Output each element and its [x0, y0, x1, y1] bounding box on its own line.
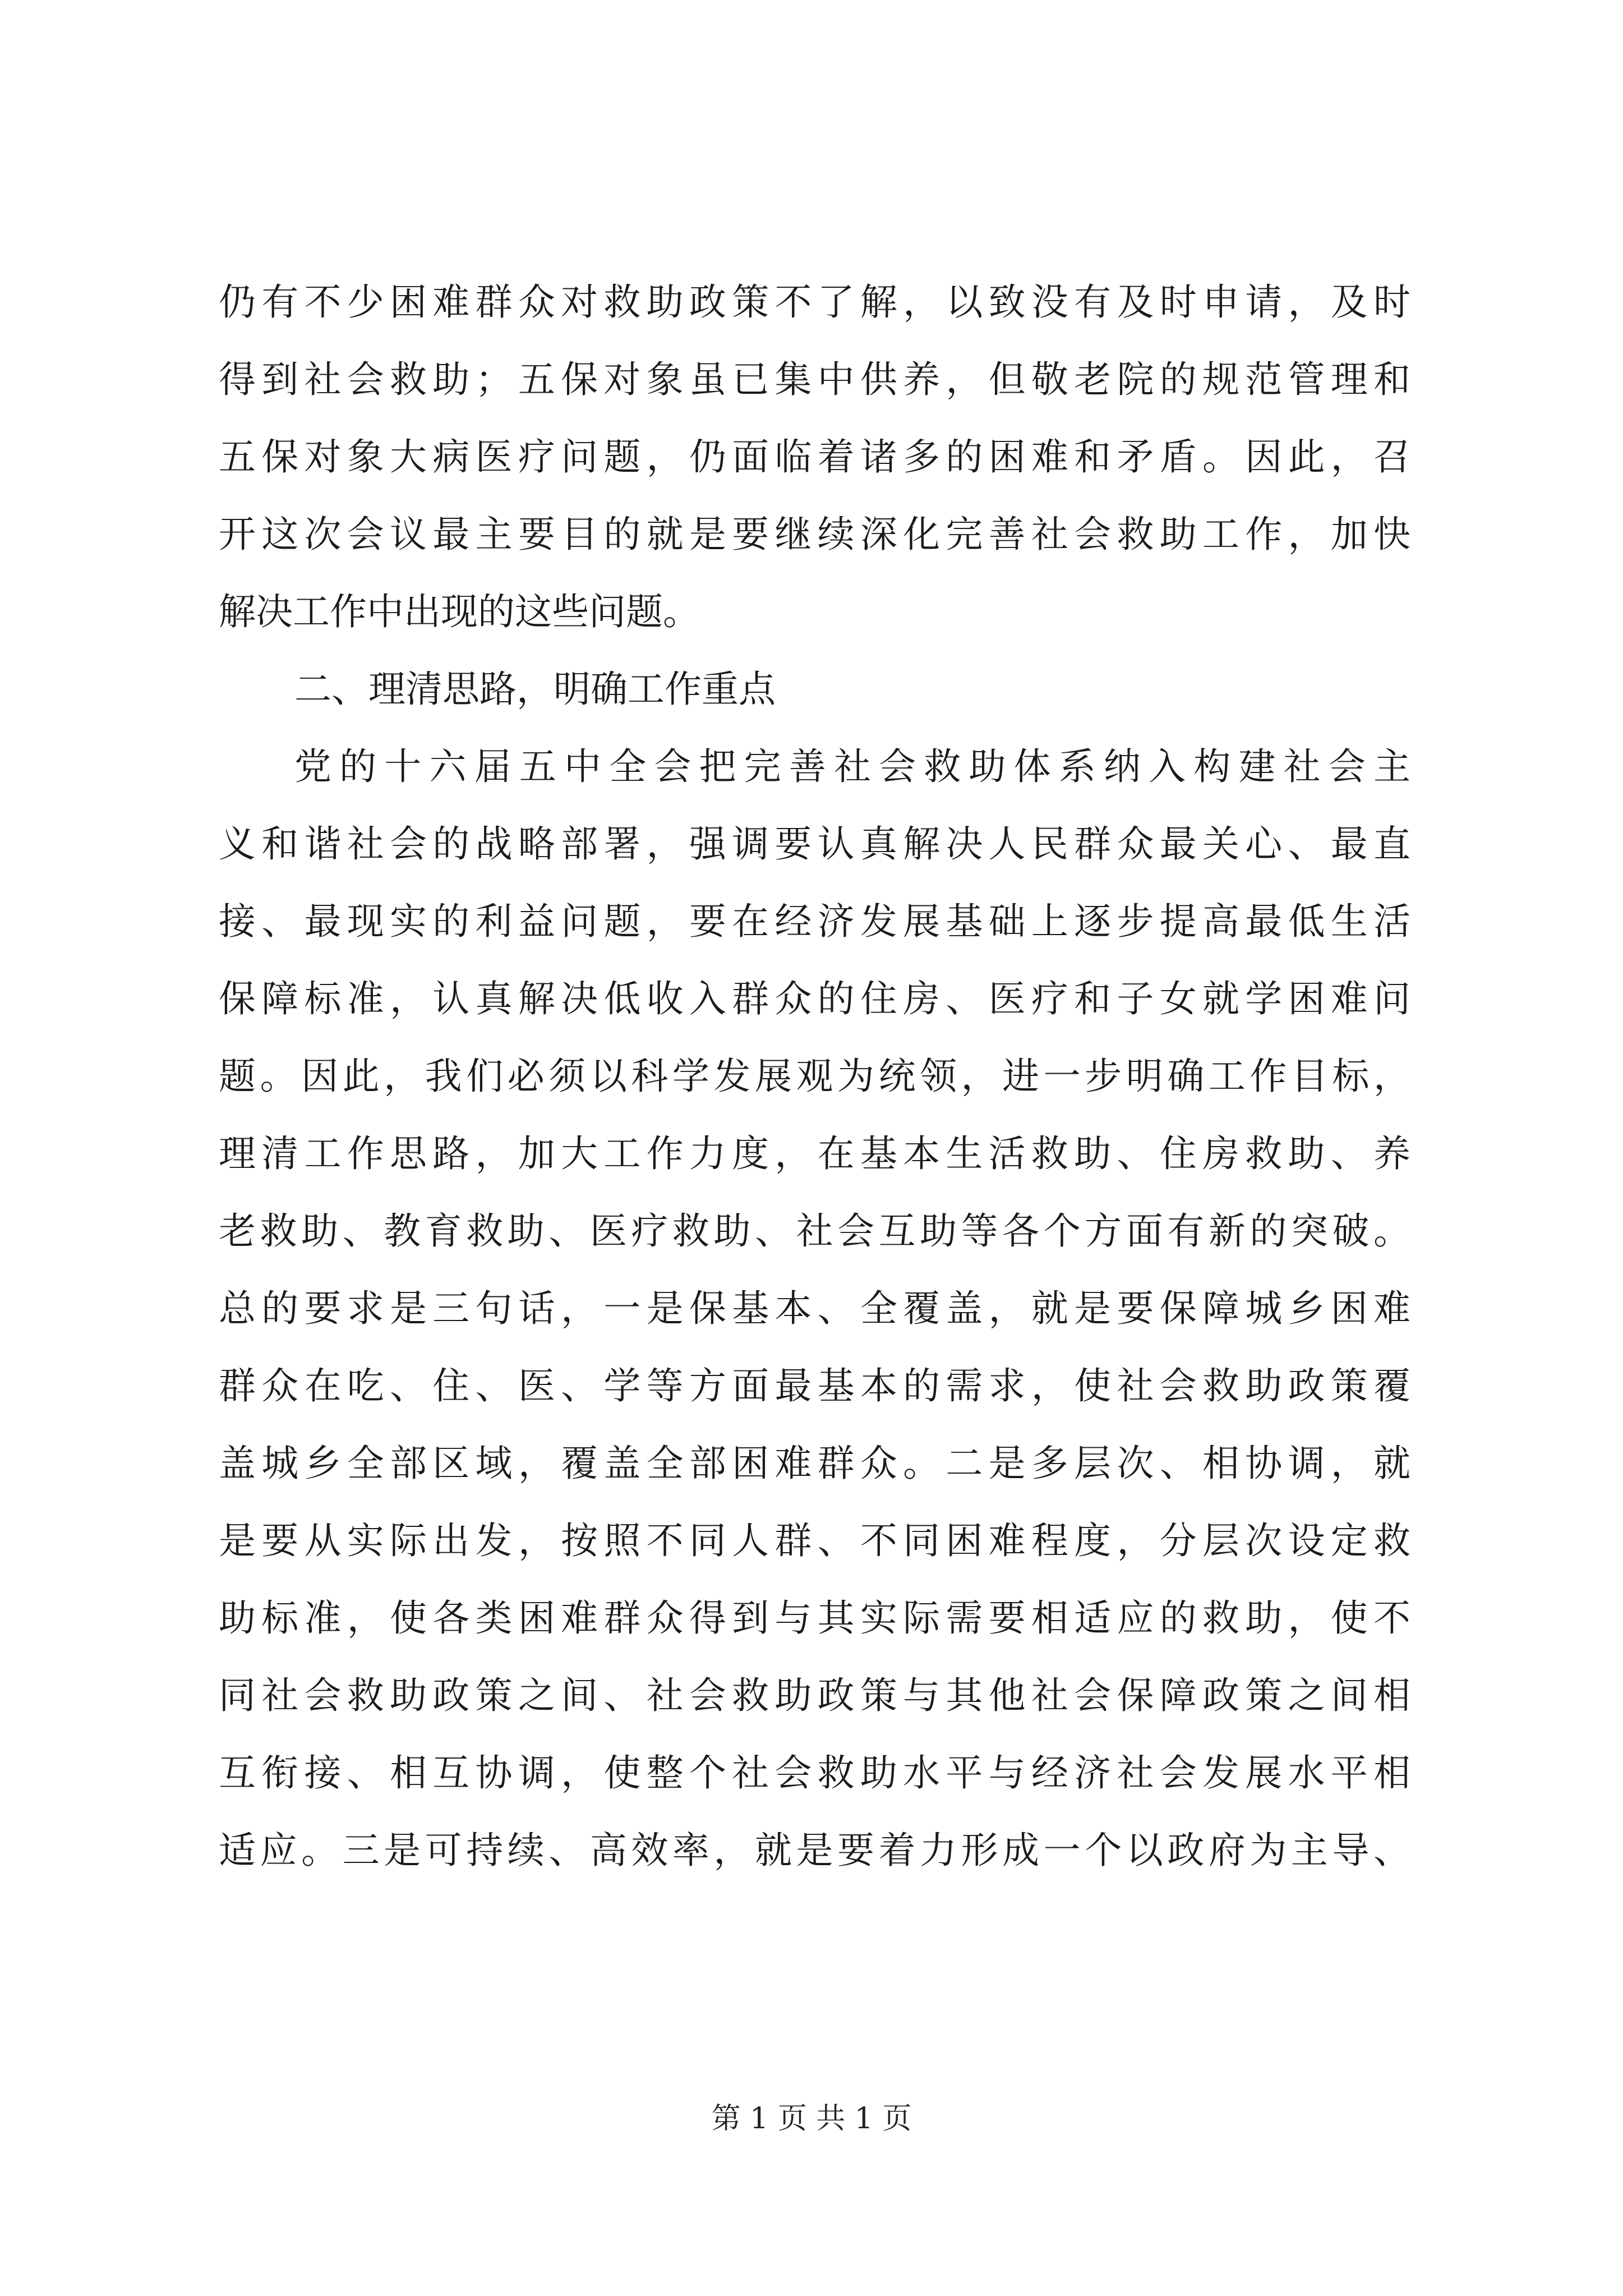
paragraph-line: 解决工作中出现的这些问题。	[219, 590, 700, 633]
paragraph-line: 仍有不少困难群众对救助政策不了解，以致没有及时申请，及时	[219, 280, 1410, 324]
page-footer	[0, 2099, 1623, 2138]
paragraph-line: 得到社会救助；五保对象虽已集中供养，但敬老院的规范管理和	[219, 358, 1410, 401]
paragraph-line: 接、最现实的利益问题，要在经济发展基础上逐步提高最低生活	[219, 900, 1410, 943]
paragraph-line: 互衔接、相互协调，使整个社会救助水平与经济社会发展水平相	[219, 1751, 1410, 1795]
section-heading: 二、理清思路，明确工作重点	[294, 668, 776, 711]
page-number: 第 1 页 共 1 页	[711, 2102, 912, 2136]
paragraph-line: 是要从实际出发，按照不同人群、不同困难程度，分层次设定救	[219, 1519, 1410, 1562]
paragraph-line: 理清工作思路，加大工作力度，在基本生活救助、住房救助、养	[219, 1132, 1410, 1175]
paragraph-line: 开这次会议最主要目的就是要继续深化完善社会救助工作，加快	[219, 513, 1410, 556]
paragraph-line: 党的十六届五中全会把完善社会救助体系纳入构建社会主	[294, 745, 1410, 788]
paragraph-line: 助标准，使各类困难群众得到与其实际需要相适应的救助，使不	[219, 1596, 1410, 1640]
paragraph-line: 总的要求是三句话，一是保基本、全覆盖，就是要保障城乡困难	[219, 1287, 1410, 1330]
paragraph-line: 义和谐社会的战略部署，强调要认真解决人民群众最关心、最直	[219, 822, 1410, 866]
paragraph-line: 同社会救助政策之间、社会救助政策与其他社会保障政策之间相	[219, 1674, 1410, 1717]
paragraph-line: 五保对象大病医疗问题，仍面临着诸多的困难和矛盾。因此，召	[219, 435, 1410, 478]
paragraph-line: 盖城乡全部区域，覆盖全部困难群众。二是多层次、相协调，就	[219, 1442, 1410, 1485]
paragraph-line: 题。因此，我们必须以科学发展观为统领，进一步明确工作目标，	[219, 1055, 1410, 1098]
paragraph-line: 保障标准，认真解决低收入群众的住房、医疗和子女就学困难问	[219, 977, 1410, 1020]
paragraph-line: 老救助、教育救助、医疗救助、社会互助等各个方面有新的突破。	[219, 1209, 1410, 1253]
paragraph-line: 适应。三是可持续、高效率，就是要着力形成一个以政府为主导、	[219, 1829, 1410, 1872]
document-body	[219, 264, 1410, 1889]
paragraph-line: 群众在吃、住、医、学等方面最基本的需求，使社会救助政策覆	[219, 1364, 1410, 1407]
